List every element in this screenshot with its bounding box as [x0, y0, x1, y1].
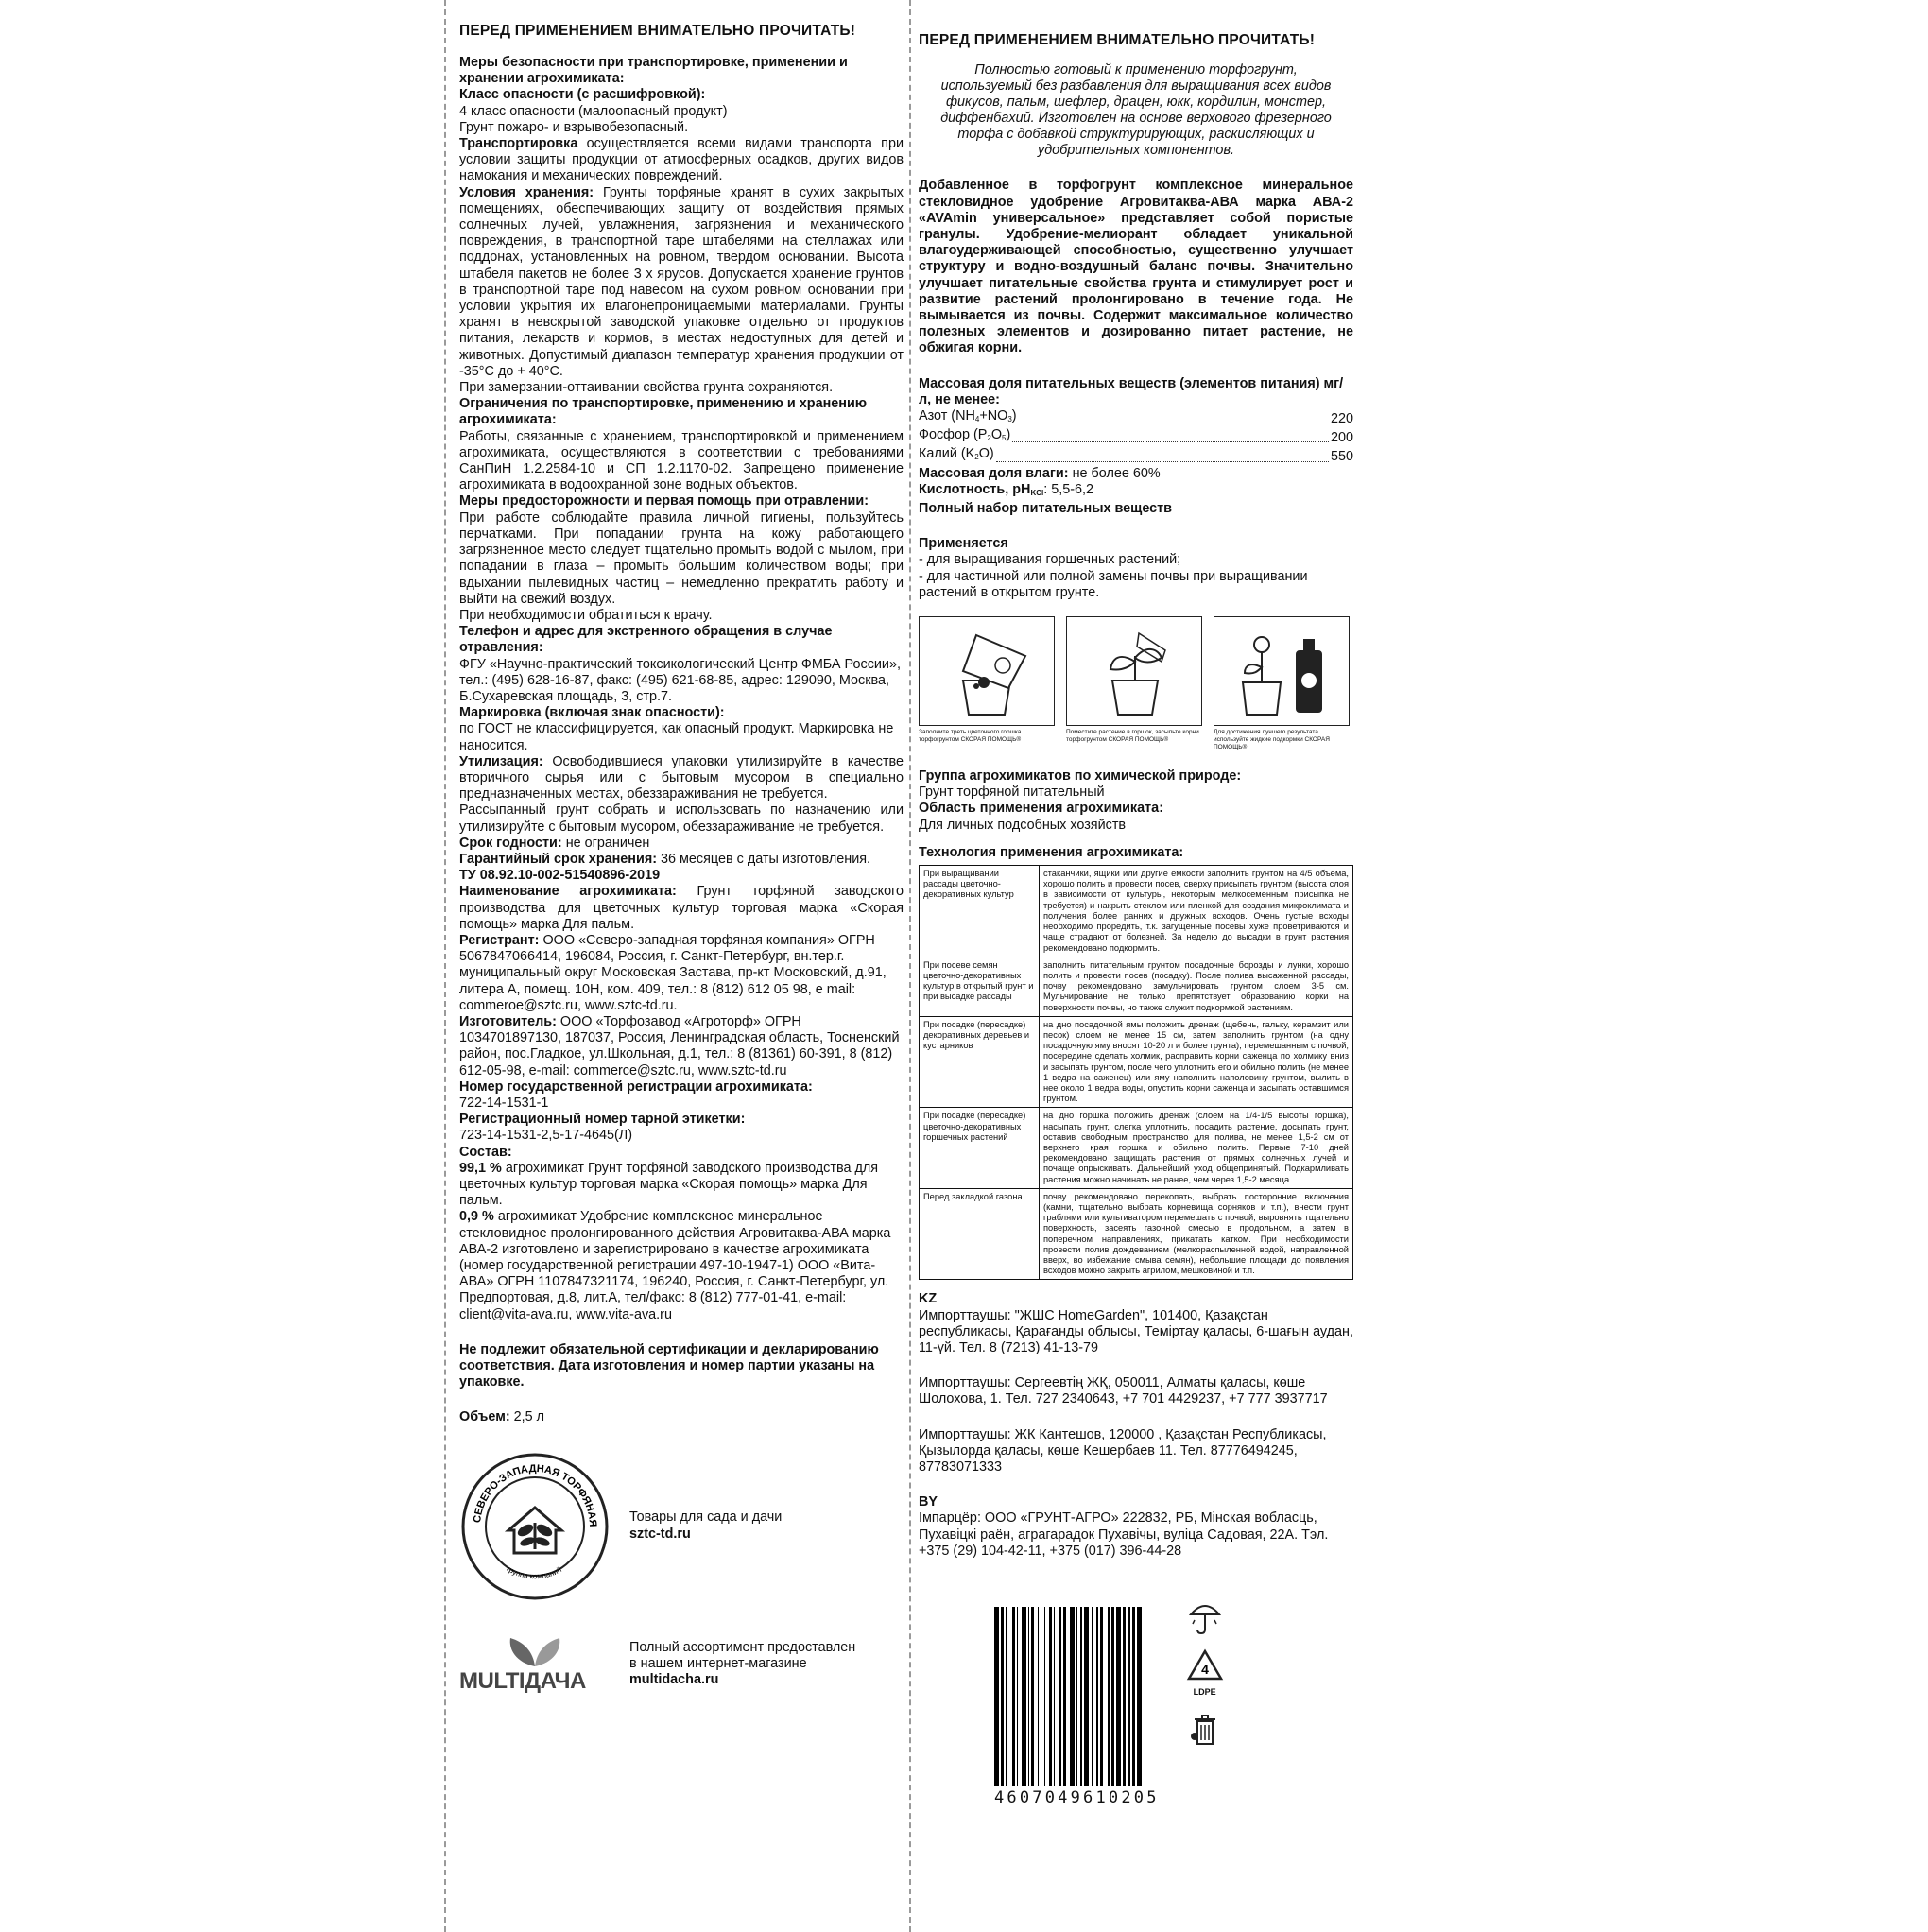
trash-bin-icon: [1190, 1710, 1220, 1748]
multidacha-logo-block: [459, 1634, 904, 1695]
barcode-bars: [994, 1597, 1160, 1786]
group-value: Грунт торфяной питательный: [919, 785, 1105, 801]
disposal-paragraph: [459, 754, 904, 803]
comp1-pct: 99,1 %: [459, 1160, 502, 1176]
multidacha-name: MULTIДАЧА: [459, 1667, 586, 1694]
full-set: Полный набор питательных веществ: [919, 501, 1173, 517]
nutrient-nitrogen: [919, 408, 1353, 427]
sztc-ring-text: СЕВЕРО-ЗАПАДНАЯ ТОРФЯНАЯ: [472, 1462, 599, 1527]
nitrogen-label: Азот $(NH_4+NO_3)$: [919, 408, 1017, 424]
table-row: [920, 1016, 1353, 1108]
nitrogen-value: 220: [1330, 411, 1353, 427]
kz-importer-3: Импорттаушы: ЖК Кантешов, 120000 , Қазақстан Республикасы, Қызылорда қаласы, көше Кешербаев 11. Тел. 87776494245, 87783071333: [919, 1426, 1327, 1475]
by-importer: Імпарцёр: ООО «ГРУНТ-АГРО» 222832, РБ, Мiнская вобласць, Пухавiцкi раён, аграгарадок Пухавiчы, вулiца Садовая, 22А. Тэл. +375 (29) 104-42-11, +375 (017) 396-44-28: [919, 1510, 1329, 1559]
sztc-ring-bottom-text: группа компаний: [505, 1563, 563, 1580]
multidacha-line-1: Полный ассортимент предоставлен: [629, 1639, 856, 1655]
tech-case: При выращивании рассады цветочно-декоративных культур: [920, 866, 1040, 957]
composition-title: Состав:: [459, 1144, 512, 1160]
warranty-label: Гарантийный срок хранения:: [459, 851, 658, 867]
registrant-text: ООО «Северо-западная торфяная компания» ОГРН 5067847066414, 196084, Россия, г. Санкт-Петербург, вн.тер.г. муниципальный округ Московская Застава, пр-кт Московский, д.91, литера А, помещ. 10Н, ком. 409, тел.: 8 (812) 612 05 98, e mail: commeroe@sztc.ru, www.sztc-td.ru.: [459, 932, 887, 1013]
shelf-life: [459, 836, 904, 852]
comp2-text: агрохимикат Удобрение комплексное минеральное стекловидное пролонгированного действия Агровитаква-АВА марка АВА-2 изготовлено и зарегистрировано в качестве агрохимиката (номер государственной регистрации 497-10-1947-1) ООО «Вита-АВА» ОГРН 1107847321174, 196240, Россия, г. Санкт-Петербург, ул. Предпортовая, д.8, лит.А, тел/факс: 8 (812) 777-01-41, e-mail: client@vita-ava.ru, www.vita-ava.ru: [459, 1209, 891, 1322]
phone-text: ФГУ «Научно-практический токсикологический Центр ФМБА России», тел.: (495) 628-16-87, факс: (495) 621-68-85, адрес: 129090, Москва, Б.Сухаревская площадь, 3, стр.7.: [459, 656, 901, 704]
registrant-label: Регистрант:: [459, 932, 540, 948]
marking-title: Маркировка (включая знак опасности):: [459, 705, 725, 721]
name-paragraph: [459, 884, 904, 933]
right-column: [919, 13, 1353, 1807]
restrictions-title: Ограничения по транспортировке, применению и хранению агрохимиката:: [459, 396, 868, 428]
hazard-class-text: 4 класс опасности (малоопасный продукт): [459, 103, 728, 119]
certification-text: Не подлежит обязательной сертификации и декларированию соответствия. Дата изготовления и номер партии указаны на упаковке.: [459, 1341, 879, 1390]
group-title: Группа агрохимикатов по химической природе:: [919, 768, 1242, 785]
sztc-logo-block: [459, 1451, 904, 1602]
safety-title: Меры безопасности при транспортировке, применении и хранении агрохимиката:: [459, 55, 848, 87]
intro-text: Полностью готовый к применению торфогрунт, используемый без разбавления для выращивания всех видов фикусов, пальм, шефлер, драцен, юкк, кордилин, монстер, диффенбахий. Изготовлен на основе верхового фрезерного торфа с добавкой структурирующих, раскисляющих и удобрительных компонентов.: [940, 62, 1332, 159]
tare-title: Регистрационный номер тарной этикетки:: [459, 1112, 746, 1128]
volume-label: Объем:: [459, 1409, 510, 1425]
doctor-text: При необходимости обратиться к врачу.: [459, 607, 713, 623]
composition-item-2: [459, 1209, 904, 1322]
table-row: [920, 866, 1353, 957]
applied-item-2: - для частичной или полной замены почвы при выращивании растений в открытом грунте.: [919, 568, 1308, 600]
transport-label: Транспортировка: [459, 136, 578, 152]
multidacha-site[interactable]: multidacha.ru: [629, 1672, 719, 1688]
transport-text: осуществляется всеми видами транспорта при условии защиты продукции от атмосферных осадков, других видов намокания и механических повреждений.: [459, 136, 904, 184]
multidacha-text: [629, 1640, 855, 1689]
state-reg-value: 722-14-1531-1: [459, 1095, 549, 1111]
area-title: Область применения агрохимиката:: [919, 801, 1163, 817]
left-heading: ПЕРЕД ПРИМЕНЕНИЕМ ВНИМАТЕЛЬНО ПРОЧИТАТЬ!: [459, 23, 856, 39]
transport-paragraph: [459, 136, 904, 185]
nutrients-title: Массовая доля питательных веществ (элементов питания) мг/л, не менее:: [919, 375, 1344, 407]
hazard-class-title: Класс опасности (с расшифровкой):: [459, 87, 706, 103]
by-label: BY: [919, 1494, 938, 1510]
step-2-caption: Поместите растение в горшок, засыпьте корни торфогрунтом СКОРАЯ ПОМОЩЬ®: [1066, 729, 1199, 744]
potassium-label: Калий $(K_2O)$: [919, 446, 994, 462]
tare-value: 723-14-1531-2,5-17-4645(Л): [459, 1128, 633, 1144]
storage-paragraph: [459, 185, 904, 380]
multidacha-line-2: в нашем интернет-магазине: [629, 1656, 807, 1672]
acidity-label: Кислотность, $pH_{KCl}$: [919, 481, 1044, 497]
tech-text: почву рекомендовано перекопать, выбрать посторонние включения (камни, тщательно выбрать корневища сорняков и т.п.), внести грунт граблями или культиватором перемешать с почвой, выровнять тщательно поверхность, засеять газонной смесью в продольном, а затем в поперечном направлениях, прикатать катком. При необходимости провести полив дождеванием (мелкораспыленной водой, направленной вверх, во избежание смыва семян), небольшие площади до появления всходов можно закрыть агрилом, мешковиной и т.п.: [1040, 1188, 1353, 1280]
fertilizer-text: Добавленное в торфогрунт комплексное минеральное стекловидное удобрение Агровитаква-АВА марка АВА-2 «AVAmin универсальное» представляет собой пористые гранулы. Удобрение-мелиорант обладает уникальной влагоудерживающей способностью, существенно улучшает структуру и водно-воздушный баланс почвы. Значительно улучшает питательные свойства грунта и стимулирует рост и развитие растений пролонгировано в течение года. Не вымывается из почвы. Содержит максимальное количество полезных элементов и дозированно питает растение, не обжигая корни.: [919, 178, 1353, 356]
tech-text: на дно посадочной ямы положить дренаж (щебень, гальку, керамзит или песок) слоем не менее 15 см, затем заполнить грунтом (на одну посадочную яму вносят 10-20 л и более грунта), перемешанным с почвой; посередине сделать холмик, расправить корни саженца по холмику вниз и засыпать грунтом, после чего уплотнить его и обильно полить (не менее 1 ведра на саженец) или яму наполнить наполовину грунтом, вылить в нее около 1 ведра воды, опустить корни саженца и засыпать оставшимся грунтом.: [1040, 1016, 1353, 1108]
tech-case: Перед закладкой газона: [920, 1188, 1040, 1280]
table-row: [920, 1188, 1353, 1280]
ldpe-label: LDPE: [1193, 1687, 1216, 1698]
fire-safe-text: Грунт пожаро- и взрывобезопасный.: [459, 119, 689, 135]
area-value: Для личных подсобных хозяйств: [919, 817, 1127, 833]
instruction-step-1: [919, 616, 1057, 751]
composition-item-1: [459, 1161, 904, 1210]
sztc-logo: [459, 1451, 611, 1602]
precautions-text: При работе соблюдайте правила личной гигиены, пользуйтесь перчатками. При попадании грунта на кожу работающего загрязненное место следует тщательно промыть водой с мылом, при попадании в глаза – промыть большим количеством воды; при вдыхании пылевидных частиц – немедленно прекратить работу и выйти на свежий воздух.: [459, 509, 904, 607]
sztc-site[interactable]: sztc-td.ru: [629, 1526, 691, 1542]
phosphorus-label: Фосфор $(P_2O_5)$: [919, 427, 1011, 443]
shelf-value: не ограничен: [565, 835, 650, 851]
tech-text: стаканчики, ящики или другие емкости заполнить грунтом на 4/5 объема, хорошо полить и провести посев, сверху присыпать грунтом (высота слоя в зависимости от культуры, некоторым мелкосеменным присыпка не требуется) и накрыть стеклом или пленкой для создания микроклимата и получения более ранних и дружных всходов. Очень густые всходы необходимо проредить, т.к. загущенные посевы хуже проветриваются и чаще страдают от болезней. За неделю до высадки в грунт растения рекомендовано подкормить.: [1040, 866, 1353, 957]
barcode: [994, 1597, 1160, 1807]
tech-case: При посадке (пересадке) цветочно-декоративных горшечных растений: [920, 1108, 1040, 1188]
barcode-block: [994, 1597, 1353, 1807]
acidity: [919, 482, 1353, 501]
right-heading: ПЕРЕД ПРИМЕНЕНИЕМ ВНИМАТЕЛЬНО ПРОЧИТАТЬ!: [919, 32, 1316, 48]
nutrient-phosphorus: [919, 427, 1353, 446]
step-1-caption: Заполните треть цветочного горшка торфогрунтом СКОРАЯ ПОМОЩЬ®: [919, 729, 1022, 744]
freeze-text: При замерзании-оттаивании свойства грунта сохраняются.: [459, 380, 834, 396]
moisture-value: не более 60%: [1072, 465, 1161, 481]
volume-value: 2,5 л: [513, 1409, 545, 1425]
kz-importer-1: Импорттаушы: "ЖШС HomeGarden", 101400, Қазақстан республикасы, Қарағанды облысы, Темiртау қаласы, 6-шағын аудан, 11-үй. Тел. 8 (7213) 41-13-79: [919, 1307, 1353, 1355]
maker-paragraph: [459, 1014, 904, 1079]
recycle-ldpe-icon: [1186, 1648, 1224, 1697]
potassium-value: 550: [1330, 449, 1353, 465]
phosphorus-value: 200: [1330, 430, 1353, 446]
sztc-logo-graphic: [459, 1451, 611, 1602]
tech-case: При посеве семян цветочно-декоративных культур в открытый грунт и при высадке рассады: [920, 957, 1040, 1016]
name-label: Наименование агрохимиката:: [459, 884, 677, 900]
name-text: Грунт торфяной заводского производства для цветочных культур торговая марка «Скорая помощь» марка Для пальм.: [459, 884, 904, 932]
disposal-label: Утилизация:: [459, 753, 543, 769]
nutrient-potassium: [919, 446, 1353, 465]
sztc-tagline: Товары для сада и дачи: [629, 1509, 783, 1526]
storage-text: Грунты торфяные хранят в сухих закрытых помещениях, обеспечивающих защиту от воздействия прямых солнечных лучей, увлажнения, загрязнения и механического повреждения, в транспортной таре штабелями на стеллажах или поддонах, установленных на ровном, твердом основании. Высота штабеля пакетов не более 3 х ярусов. Допускается хранение грунтов в транспортной таре под навесом на сухом ровном основании при условии укрытия их влагонепроницаемыми материалами. Грунты хранят в невскрытой заводской упаковке отдельно от продуктов питания, лекарств и кормов, в местах недоступных для детей и животных. Допустимый диапазон температур хранения продукции от -35°С до + 40°С.: [459, 184, 904, 379]
sztc-logo-text: [629, 1509, 782, 1542]
tech-text: на дно горшка положить дренаж (слоем на 1/4-1/5 высоты горшка), насыпать грунт, слегка уплотнить, посадить растение, досыпать грунт, оставив свободным пространство для полива, не менее 1,5-2 см от верхнего края горшка и обильно полить. Первые 7-10 дней рекомендовано защищать растения от прямых солнечных лучей и почаще опрыскивать. Дальнейший уход общепринятый. Подкармливать растения можно начинать не ранее, чем через 1,5-2 месяца.: [1040, 1108, 1353, 1188]
umbrella-icon: [1189, 1597, 1221, 1635]
tu-number: ТУ 08.92.10-002-51540896-2019: [459, 868, 661, 884]
maker-text: ООО «Торфозавод «Агроторф» ОГРН 1034701897130, 187037, Россия, Ленинградская область, Тосненский район, пос.Гладкое, ул.Школьная, д.1, тел.: 8 (81361) 60-391, 8 (812) 612-05-98, e-mail: commerce@sztc.ru, www.sztc-td.ru: [459, 1013, 900, 1078]
applied-item-1: - для выращивания горшечных растений;: [919, 552, 1181, 568]
precautions-title: Меры предосторожности и первая помощь при отравлении:: [459, 493, 869, 509]
warranty: [459, 852, 904, 868]
cut-line-left: [444, 0, 446, 1932]
spill-text: Рассыпанный грунт собрать и использовать по назначению или утилизируйте с бытовым мусором, обеззараживание не требуется.: [459, 802, 904, 835]
kz-importer-2: Импорттаушы: Сергеевтiң ЖҚ, 050011, Алматы қаласы, көше Шолохова, 1. Тел. 727 2340643, +7 701 4429237, +7 777 3937717: [919, 1375, 1328, 1407]
applied-title: Применяется: [919, 536, 1008, 552]
disposal-text: Освободившиеся упаковки утилизируйте в качестве вторичного сырья или с бытовым мусором в специально предназначенных местах, обеззараживания не требуется.: [459, 753, 904, 802]
fertilize-icon: [1214, 616, 1350, 726]
moisture: [919, 466, 1353, 482]
phone-title: Телефон и адрес для экстренного обращения в случае отравления:: [459, 624, 833, 656]
ldpe-number: 4: [1200, 1662, 1209, 1678]
plant-in-pot-icon: [1066, 616, 1202, 726]
comp2-pct: 0,9 %: [459, 1209, 494, 1225]
fill-pot-icon: [919, 616, 1055, 726]
state-reg-title: Номер государственной регистрации агрохимиката:: [459, 1078, 813, 1095]
marking-text: по ГОСТ не классифицируется, как опасный продукт. Маркировка не наносится.: [459, 721, 894, 753]
registrant-paragraph: [459, 933, 904, 1014]
barcode-space: [1142, 1607, 1144, 1786]
multidacha-logo: [459, 1634, 611, 1695]
comp1-text: агрохимикат Грунт торфяной заводского производства для цветочных культур торговая марка «Скорая помощь» марка Для пальм.: [459, 1160, 879, 1209]
table-row: [920, 1108, 1353, 1188]
tech-table: [919, 865, 1353, 1280]
step-3-caption: Для достижения лучшего результата используйте жидкие подкормки СКОРАЯ ПОМОЩЬ®: [1214, 729, 1330, 751]
shelf-label: Срок годности:: [459, 835, 562, 851]
acidity-value: : 5,5-6,2: [1043, 481, 1094, 497]
maker-label: Изготовитель:: [459, 1013, 557, 1029]
kz-label: KZ: [919, 1291, 938, 1307]
left-column: [459, 13, 904, 1695]
multidacha-leaf-icon: [497, 1634, 573, 1668]
warranty-value: 36 месяцев с даты изготовления.: [661, 851, 871, 867]
moisture-label: Массовая доля влаги:: [919, 465, 1069, 481]
tech-title: Технология применения агрохимиката:: [919, 844, 1184, 860]
tech-text: заполнить питательным грунтом посадочные борозды и лунки, хорошо полить и провести посев (посадку). После полива высаженной рассады, почву рекомендовано замульчировать грунтом слоем 3-5 см. Мульчирование не только препятствует образованию корки на поверхности почвы, но также служит подкормкой растениям.: [1040, 957, 1353, 1016]
volume: [459, 1409, 904, 1425]
instruction-step-3: [1214, 616, 1351, 751]
packaging-symbols: [1186, 1597, 1224, 1748]
tech-case: При посадке (пересадке) декоративных деревьев и кустарников: [920, 1016, 1040, 1108]
barcode-digits: 4607049610205: [994, 1788, 1160, 1808]
instruction-icons: [919, 616, 1353, 751]
instruction-step-2: [1066, 616, 1204, 751]
restrictions-text: Работы, связанные с хранением, транспортировкой и применением агрохимиката, осуществляются в соответствии с требованиями СанПиН 1.2.2584-10 и СП 1.2.1170-02. Запрещено применение агрохимиката в водоохранной зоне водных объектов.: [459, 428, 904, 493]
cut-line-middle: [909, 0, 911, 1932]
storage-label: Условия хранения:: [459, 184, 594, 200]
table-row: [920, 957, 1353, 1016]
